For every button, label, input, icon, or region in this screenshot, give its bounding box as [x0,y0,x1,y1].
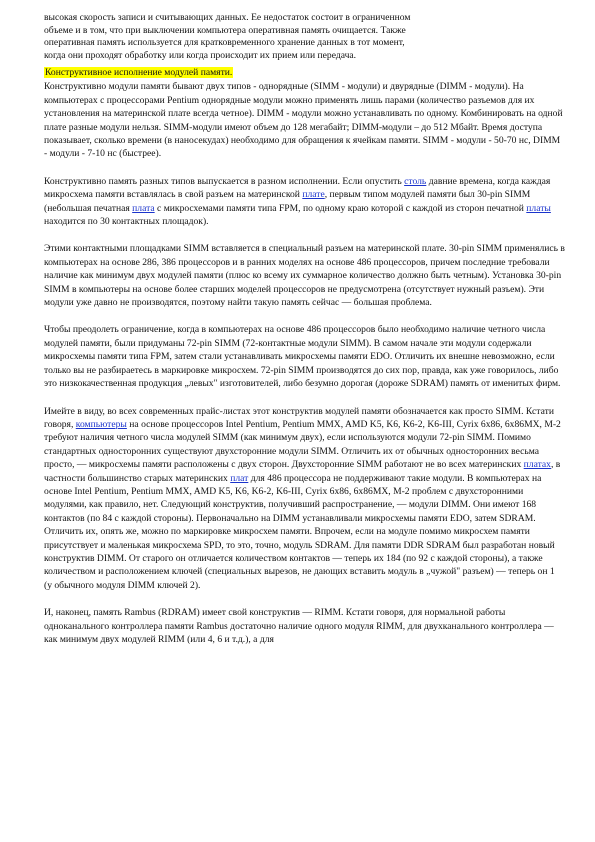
paragraph-simm-dimm [44,405,565,593]
link-plate[interactable]: плате [302,189,325,201]
link-stol[interactable]: столь [404,175,427,187]
intro-line: объеме и в том, что при выключении компьютера оперативная память очищается. Также [44,24,406,36]
link-platy[interactable]: платы [526,202,551,214]
intro-line: когда они проходят обработку или когда происходит их прием или передача. [44,49,357,61]
paragraph-text: на основе процессоров Intel Pentium, Pentium MMX, AMD K5, K6, K6-2, K6-III, Cyrix 6x86, 6x86MX, M-2 требуют наличия четного числа модулей SIMM (как минимум двух), если используются модули 72-pin SIMM. Помимо стандартных односторонних существуют двухсторонние модули SIMM. Отличить их от обычных односторонних весьма просто, — микросхемы памяти расположены с двух сторон. Двухсторонние SIMM работают не во всех материнских [44,418,561,471]
link-kompyutery[interactable]: компьютеры [75,418,127,430]
link-platakh[interactable]: платах [523,459,551,471]
intro-line: высокая скорость записи и считывающих данных. Ее недостаток состоит в ограниченном [44,12,411,23]
paragraph-30pin-simm [44,175,565,229]
paragraph-72pin-simm: Чтобы преодолеть ограничение, когда в компьютерах на основе 486 процессоров было необходимо наличие четного числа модулей памяти, были придуманы 72-pin SIMM (72-контактные модули SIMM). В самом начале эти модули содержали микросхемы памяти типа FPM, затем стали устанавливать микросхемы памяти EDO. Отличить их внешне невозможно, если только вы не разбираетесь в маркировке микросхем. 72-pin SIMM производятся до сих пор, правда, как уже говорилось, либо это низкокачественная продукция „левых" изготовителей, либо безумно дорогая (дороже SDRAM) память от именитых фирм. [44,324,561,390]
paragraph-text: находится по 30 контактных площадок). [44,216,209,228]
link-plat[interactable]: плат [230,472,249,484]
paragraph-rimm: И, наконец, память Rambus (RDRAM) имеет свой конструктив — RIMM. Кстати говоря, для нормальной работы одноканального контроллера памяти Rambus достаточно наличие одного модуля RIMM, для двухканального контроллера — как минимум двух модулей RIMM (или 4, 6 и т.д.), а для [44,607,554,645]
paragraph-text: с микросхемами памяти типа FPM, по одному краю которой с каждой из сторон печатной [154,202,527,214]
section-heading: Конструктивное исполнение модулей памяти. [45,67,233,79]
section-heading-row [44,62,565,80]
paragraph-text: давние времена, когда каждая микросхема памяти вставлялась в свой разъем на материнской [44,175,551,201]
intro-line: оперативная память используется для кратковременного хранение данных в тот момент, [44,37,405,49]
paragraph-text: Имейте в виду, во всех современных прайс-листах этот конструктив модулей памяти обозначается как просто SIMM. Кстати говоря, [44,405,554,430]
paragraph-text: для 486 процессора не поддерживают такие модули. В компьютерах на основе Intel Pentium, Pentium MMX, AMD K5, K6, K6-2, K6-III, Cyrix 6x86, 6x86MX, M-2 проблем с двухсторонними модулями, как правило, нет. Следующий конструктив, получивший распространение, — модули DIMM. Они имеют 168 контактов (по 84 с каждой стороны). Первоначально на DIMM устанавливали микросхемы памяти EDO, затем SDRAM. Отличить их, опять же, можно по маркировке микросхем памяти. Впрочем, если на модуле помимо микросхем памяти присутствует и маленькая микросхема SPD, то это, точно, модуль SDRAM. Для памяти DDR SDRAM был разработан новый конструктив DIMM. От старого он отличается количеством контактов — теперь их 184 (по 92 с каждой стороны), а также количеством и расположением ключей (специальных вырезов, не дающих вставить модуль в „чужой" разъем) — теперь он 1 (у обычного модуля DIMM ключей 2). [44,472,555,591]
paragraph-text: Конструктивно память разных типов выпускается в разном исполнении. Если опустить [44,175,405,187]
intro-paragraph [44,12,565,62]
paragraph-simm-contacts: Этими контактными площадками SIMM вставляется в специальный разъем на материнской плате. 30-pin SIMM применялись в компьютерах на основе 286, 386 процессоров и в ранних моделях на основе 486 процессоров, причем последние требовали наличие как минимум двух модулей памяти (плюс ко всему их суммарное количество должно быть четным). Установка 30-pin SIMM в компьютеры на основе более старших моделей процессоров не предусмотрена (отсутствует нужный разъем). Эти модули уже давно не производятся, поэтому найти такую память сейчас — большая проблема. [44,243,565,309]
link-plata[interactable]: плата [132,202,155,214]
paragraph-text: , в частности большинство старых материнских [44,459,561,484]
paragraph-text: , первым типом модулей памяти был 30-pin SIMM (небольшая печатная [44,189,531,214]
paragraph-module-types: Конструктивно модули памяти бывают двух типов - однорядные (SIMM - модули) и двурядные (DIMM - модули). На компьютерах с процессорами Pentium однорядные модули можно применять лишь парами (количество разъемов для их установления на материнской плате всегда четное). DIMM - модули можно устанавливать по одному. Комбинировать на одной плате разные модули нельзя. SIMM-модули имеют объем до 128 мегабайт; DIMM-модули – до 512 Мбайт. Время доступа показывает, сколько времени (в наносекудах) необходимо для обращения к ячейкам памяти. SIMM - модули - 50-70 нс, DIMM - модули - 7-10 нс (быстрее). [44,81,563,160]
